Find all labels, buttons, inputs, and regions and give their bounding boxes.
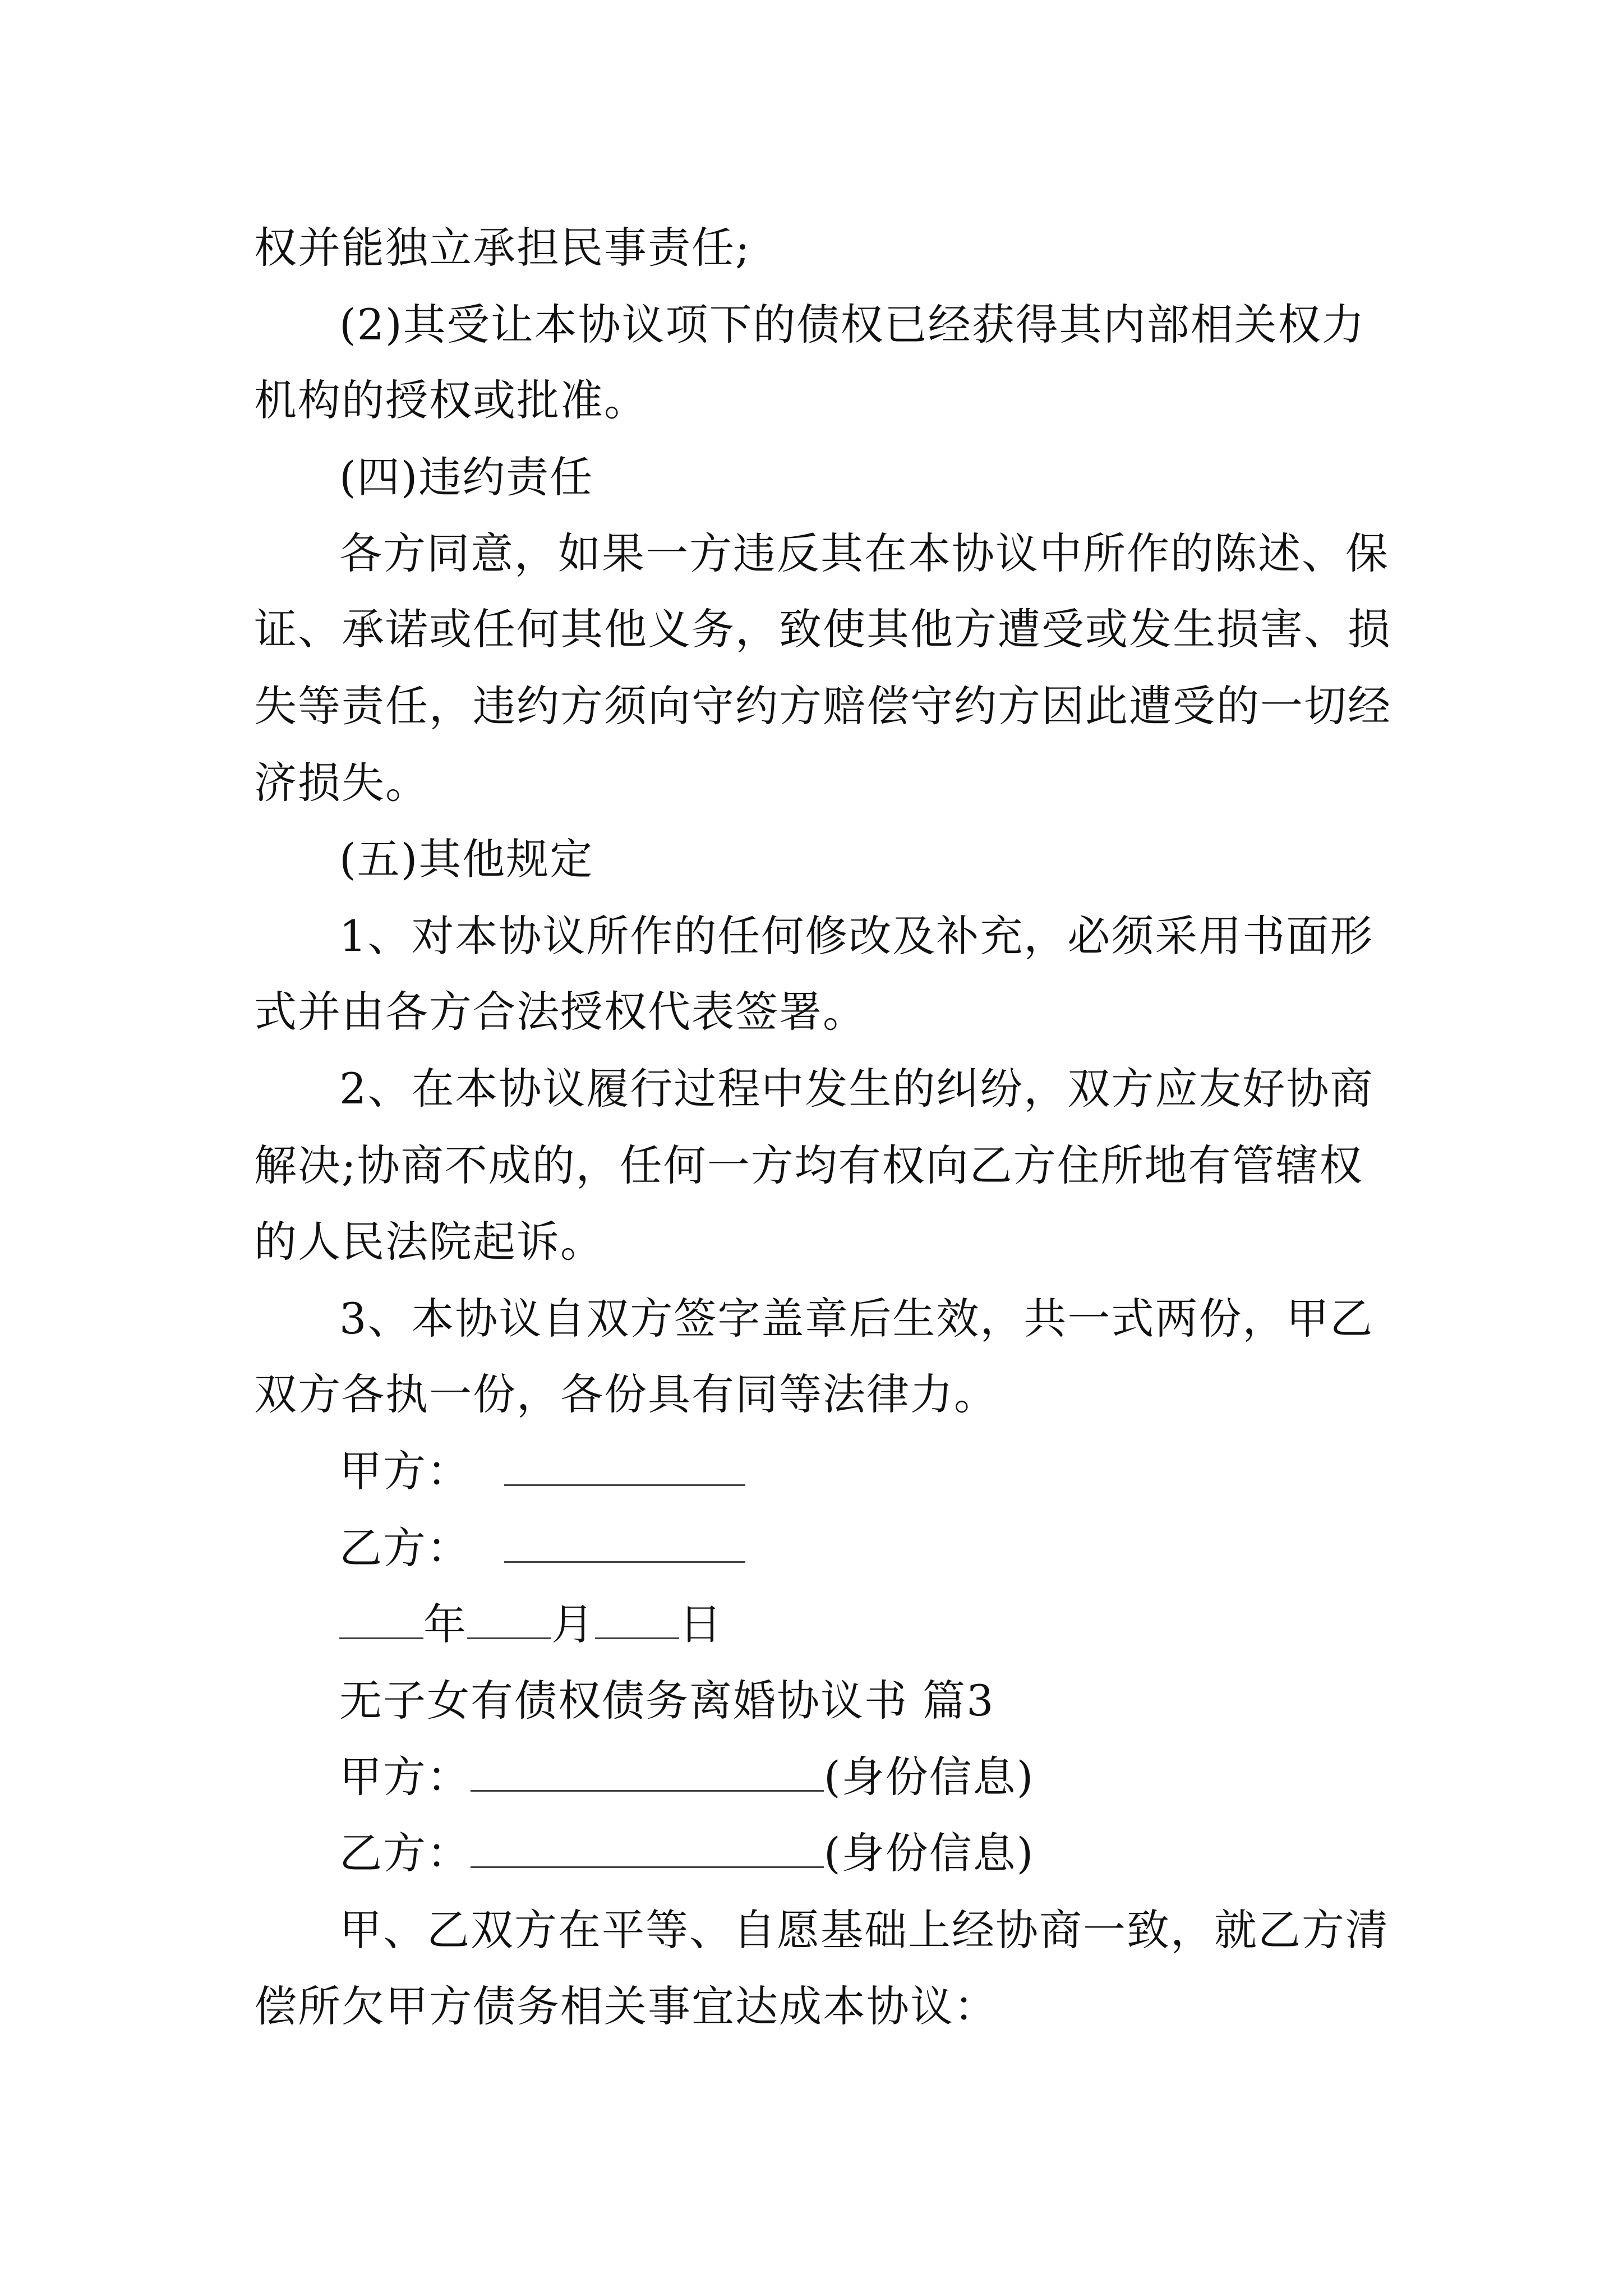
party-a-signature-blank[interactable] [504,1451,745,1486]
party-a-signature-line [339,1432,745,1510]
party-a-id-hint: (身份信息) [824,1752,1035,1802]
party-b-signature-blank[interactable] [504,1527,745,1563]
text-line: 权并能独立承担民事责任; [254,223,751,273]
party-a-id-blank[interactable] [471,1756,824,1792]
party-b-id-hint: (身份信息) [824,1828,1035,1878]
party-b-label: 乙方： [339,1828,471,1878]
section-heading: (四)违约责任 [339,452,594,502]
text-line: 2、在本协议履行过程中发生的纠纷，双方应友好协商 [339,1064,1374,1114]
year-blank[interactable] [339,1604,423,1639]
text-line: 证、承诺或任何其他义务，致使其他方遭受或发生损害、损 [254,604,1391,654]
text-line: 济损失。 [254,758,429,808]
party-b-id-line [339,1814,1034,1892]
text-line: 各方同意，如果一方违反其在本协议中所作的陈述、保 [339,528,1389,578]
text-line: 的人民法院起诉。 [254,1217,604,1267]
party-a-label: 甲方： [339,1752,471,1802]
party-b-label: 乙方： [339,1523,471,1573]
section-heading: (五)其他规定 [339,834,594,884]
text-line: 双方各执一份，各份具有同等法律力。 [254,1369,998,1419]
text-line: 解决;协商不成的，任何一方均有权向乙方住所地有管辖权 [254,1140,1363,1190]
section-title: 无子女有债权债务离婚协议书 篇3 [339,1676,995,1726]
text-line: 机构的授权或批准。 [254,375,648,425]
year-label: 年 [423,1599,467,1649]
day-label: 日 [679,1599,723,1649]
text-line: 失等责任，违约方须向守约方赔偿守约方因此遭受的一切经 [254,681,1391,731]
month-label: 月 [551,1599,595,1649]
party-a-id-line [339,1738,1034,1816]
text-line: (2)其受让本协议项下的债权已经获得其内部相关权力 [339,300,1366,349]
text-line: 1、对本协议所作的任何修改及补充，必须采用书面形 [339,911,1374,961]
text-line: 式并由各方合法授权代表签署。 [254,987,866,1037]
text-line: 3、本协议自双方签字盖章后生效，共一式两份，甲乙 [339,1294,1374,1343]
party-b-id-blank[interactable] [471,1833,824,1868]
date-line [339,1585,723,1663]
month-blank[interactable] [467,1604,551,1639]
text-line: 偿所欠甲方债务相关事宜达成本协议： [254,1981,998,2031]
party-b-signature-line [339,1509,745,1587]
day-blank[interactable] [595,1604,679,1639]
text-line: 甲、乙双方在平等、自愿基础上经协商一致，就乙方清 [339,1905,1389,1955]
party-a-label: 甲方： [339,1446,471,1496]
